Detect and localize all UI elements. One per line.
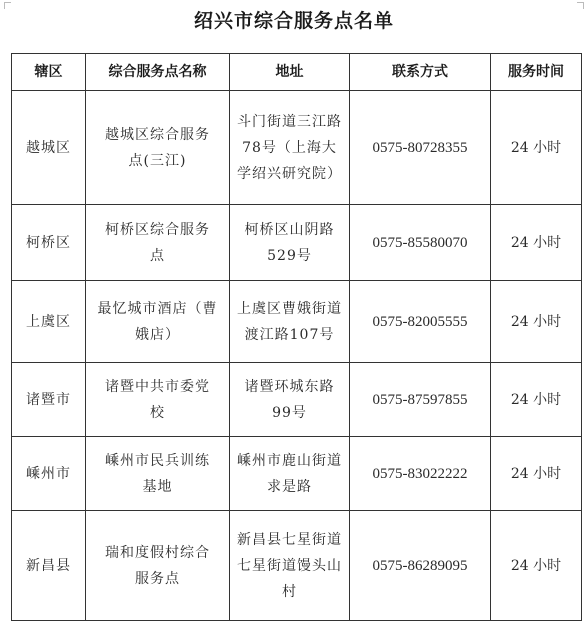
cell-district: 上虞区 [12,281,86,363]
cell-name: 最忆城市酒店（曹娥店） [86,281,230,363]
cell-phone: 0575-83022222 [350,437,491,511]
cell-phone: 0575-86289095 [350,511,491,621]
cell-hours: 24 小时 [491,511,582,621]
cell-phone: 0575-82005555 [350,281,491,363]
cell-address: 嵊州市鹿山街道求是路 [230,437,350,511]
cell-name: 嵊州市民兵训练基地 [86,437,230,511]
cell-hours: 24 小时 [491,91,582,205]
cell-hours: 24 小时 [491,437,582,511]
table-row [12,363,582,437]
cell-address: 柯桥区山阴路529号 [230,205,350,281]
header-district: 辖区 [12,54,86,91]
cell-phone: 0575-87597855 [350,363,491,437]
cell-name: 越城区综合服务点(三江) [86,91,230,205]
cell-hours: 24 小时 [491,281,582,363]
table-row [12,511,582,621]
table-row [12,91,582,205]
header-address: 地址 [230,54,350,91]
cell-district: 柯桥区 [12,205,86,281]
cell-hours: 24 小时 [491,363,582,437]
cell-phone: 0575-80728355 [350,91,491,205]
cell-address: 新昌县七星街道七星街道馒头山村 [230,511,350,621]
cell-address: 诸暨环城东路99号 [230,363,350,437]
cell-hours: 24 小时 [491,205,582,281]
cell-name: 柯桥区综合服务点 [86,205,230,281]
cell-phone: 0575-85580070 [350,205,491,281]
table-row [12,281,582,363]
service-point-table [11,53,582,621]
table-row [12,437,582,511]
cell-district: 诸暨市 [12,363,86,437]
header-hours: 服务时间 [491,54,582,91]
document-title: 绍兴市综合服务点名单 [193,10,394,32]
cell-address: 上虞区曹娥街道渡江路107号 [230,281,350,363]
table-row [12,205,582,281]
cell-name: 瑞和度假村综合服务点 [86,511,230,621]
header-name: 综合服务点名称 [86,54,230,91]
cell-address: 斗门街道三江路78号（上海大学绍兴研究院） [230,91,350,205]
cell-district: 新昌县 [12,511,86,621]
header-phone: 联系方式 [350,54,491,91]
cell-name: 诸暨中共市委党校 [86,363,230,437]
cell-district: 嵊州市 [12,437,86,511]
table-header-row [12,54,582,91]
cell-district: 越城区 [12,91,86,205]
